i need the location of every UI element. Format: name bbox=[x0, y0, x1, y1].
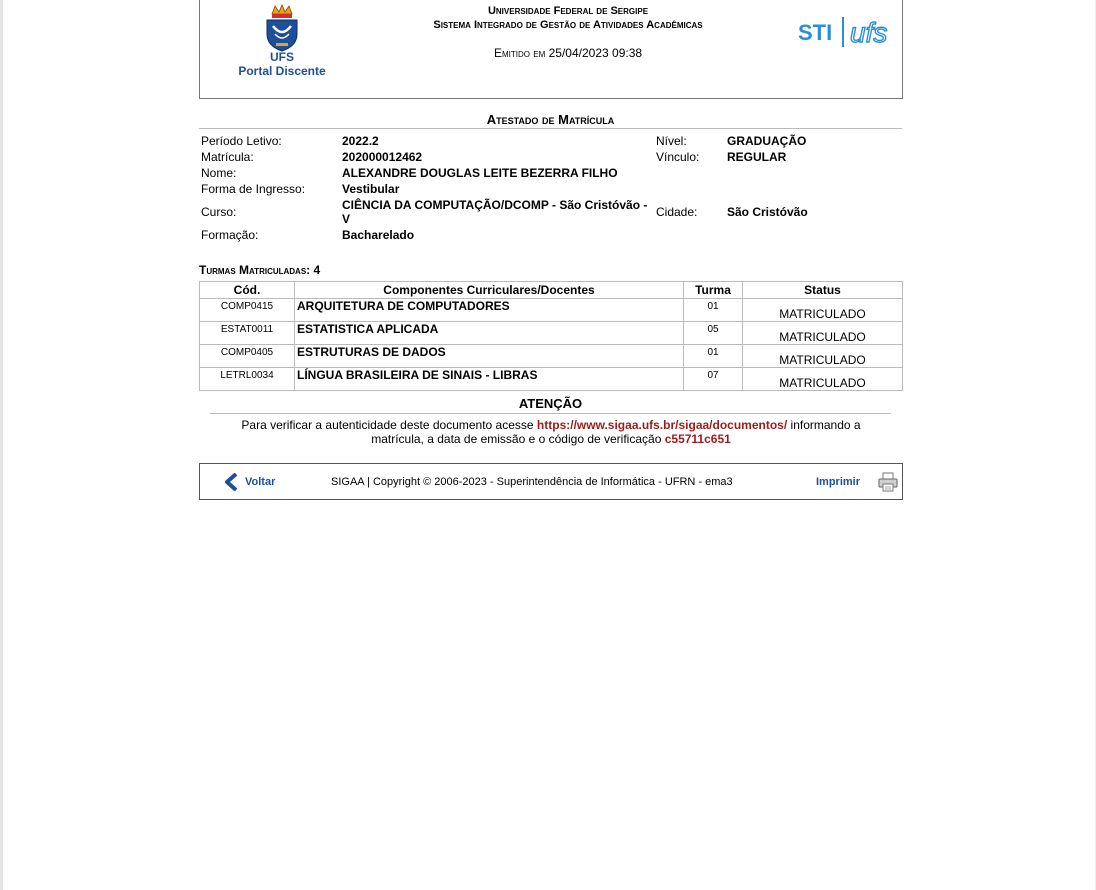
attention-text-before: Para verificar a autenticidade deste documento acesse bbox=[241, 418, 534, 432]
print-button[interactable] bbox=[878, 472, 898, 497]
cell-componente: ESTATISTICA APLICADA bbox=[295, 322, 684, 345]
svg-text:STI: STI bbox=[798, 20, 833, 45]
cell-cod: LETRL0034 bbox=[200, 368, 295, 391]
nivel-label: Nível: bbox=[656, 134, 687, 148]
attention-title: ATENÇÃO bbox=[210, 396, 891, 414]
cell-turma: 01 bbox=[684, 299, 743, 322]
col-turma: Turma bbox=[684, 282, 743, 299]
cell-cod: ESTAT0011 bbox=[200, 322, 295, 345]
cell-status: MATRICULADO bbox=[743, 368, 903, 391]
verification-url-link[interactable]: https://www.sigaa.ufs.br/sigaa/documentos/ bbox=[536, 418, 788, 432]
table-row bbox=[200, 299, 903, 322]
curso-label: Curso: bbox=[201, 205, 237, 219]
table-header-row bbox=[200, 282, 903, 299]
vinculo-label: Vínculo: bbox=[656, 150, 700, 164]
cell-status: MATRICULADO bbox=[743, 299, 903, 322]
periodo-value: 2022.2 bbox=[342, 134, 379, 148]
formacao-label: Formação: bbox=[201, 228, 259, 242]
cell-cod: COMP0405 bbox=[200, 345, 295, 368]
courses-table bbox=[199, 281, 903, 391]
document-footer bbox=[199, 463, 903, 500]
emission-value: 25/04/2023 09:38 bbox=[548, 46, 643, 60]
ufs-portal-logo[interactable] bbox=[237, 4, 327, 78]
document-header bbox=[199, 0, 903, 99]
emission-date bbox=[400, 46, 736, 60]
ingresso-value: Vestibular bbox=[342, 182, 400, 196]
nome-value: ALEXANDRE DOUGLAS LEITE BEZERRA FILHO bbox=[342, 166, 618, 180]
svg-text:ufs: ufs bbox=[850, 17, 888, 48]
printer-icon bbox=[878, 472, 898, 492]
cell-componente: ARQUITETURA DE COMPUTADORES bbox=[295, 299, 684, 322]
sti-ufs-logo bbox=[797, 12, 899, 57]
formacao-value: Bacharelado bbox=[342, 228, 415, 242]
table-row bbox=[200, 345, 903, 368]
attention-text-after: informando a matrícula, a data de emissão e o código de verificação bbox=[371, 418, 861, 446]
header-center bbox=[400, 4, 736, 60]
voltar-button[interactable] bbox=[224, 473, 275, 491]
left-border-strip bbox=[0, 0, 3, 890]
cell-turma: 01 bbox=[684, 345, 743, 368]
ufs-crest-icon bbox=[261, 4, 303, 52]
cell-turma: 05 bbox=[684, 322, 743, 345]
copyright-text: SIGAA | Copyright © 2006-2023 - Superintendência de Informática - UFRN - ema3 bbox=[331, 476, 733, 488]
vinculo-value: REGULAR bbox=[727, 150, 787, 164]
cell-status: MATRICULADO bbox=[743, 322, 903, 345]
document-title: Atestado de Matrícula bbox=[199, 112, 902, 129]
table-row bbox=[200, 368, 903, 391]
col-cod: Cód. bbox=[200, 282, 295, 299]
attention-text bbox=[225, 418, 877, 446]
cell-cod: COMP0415 bbox=[200, 299, 295, 322]
nome-label: Nome: bbox=[201, 166, 237, 180]
col-status: Status bbox=[743, 282, 903, 299]
matricula-label: Matrícula: bbox=[201, 150, 254, 164]
cell-status: MATRICULADO bbox=[743, 345, 903, 368]
table-row bbox=[200, 322, 903, 345]
cell-componente: LÍNGUA BRASILEIRA DE SINAIS - LIBRAS bbox=[295, 368, 684, 391]
cidade-value: São Cristóvão bbox=[727, 205, 808, 219]
sti-ufs-logo-icon bbox=[797, 12, 899, 52]
curso-value: CIÊNCIA DA COMPUTAÇÃO/DCOMP - São Cristóvão - V bbox=[342, 198, 648, 226]
back-arrow-icon bbox=[224, 473, 240, 491]
ufs-logo-text: UFS bbox=[270, 50, 294, 64]
nivel-value: GRADUAÇÃO bbox=[727, 134, 807, 148]
voltar-label: Voltar bbox=[245, 476, 276, 488]
emission-label: Emitido em bbox=[493, 46, 546, 60]
col-componentes: Componentes Curriculares/Docentes bbox=[295, 282, 684, 299]
system-name: Sistema Integrado de Gestão de Atividades Acadêmicas bbox=[433, 19, 703, 31]
verification-code: c55711c651 bbox=[664, 432, 731, 446]
cidade-label: Cidade: bbox=[656, 205, 698, 219]
turmas-title: Turmas Matriculadas: 4 bbox=[199, 263, 321, 277]
imprimir-link[interactable]: Imprimir bbox=[816, 476, 861, 488]
periodo-label: Período Letivo: bbox=[201, 134, 282, 148]
cell-turma: 07 bbox=[684, 368, 743, 391]
portal-discente-link[interactable]: Portal Discente bbox=[238, 64, 326, 78]
university-name: Universidade Federal de Sergipe bbox=[487, 5, 649, 17]
matricula-value: 202000012462 bbox=[342, 150, 423, 164]
ingresso-label: Forma de Ingresso: bbox=[201, 182, 306, 196]
cell-componente: ESTRUTURAS DE DADOS bbox=[295, 345, 684, 368]
